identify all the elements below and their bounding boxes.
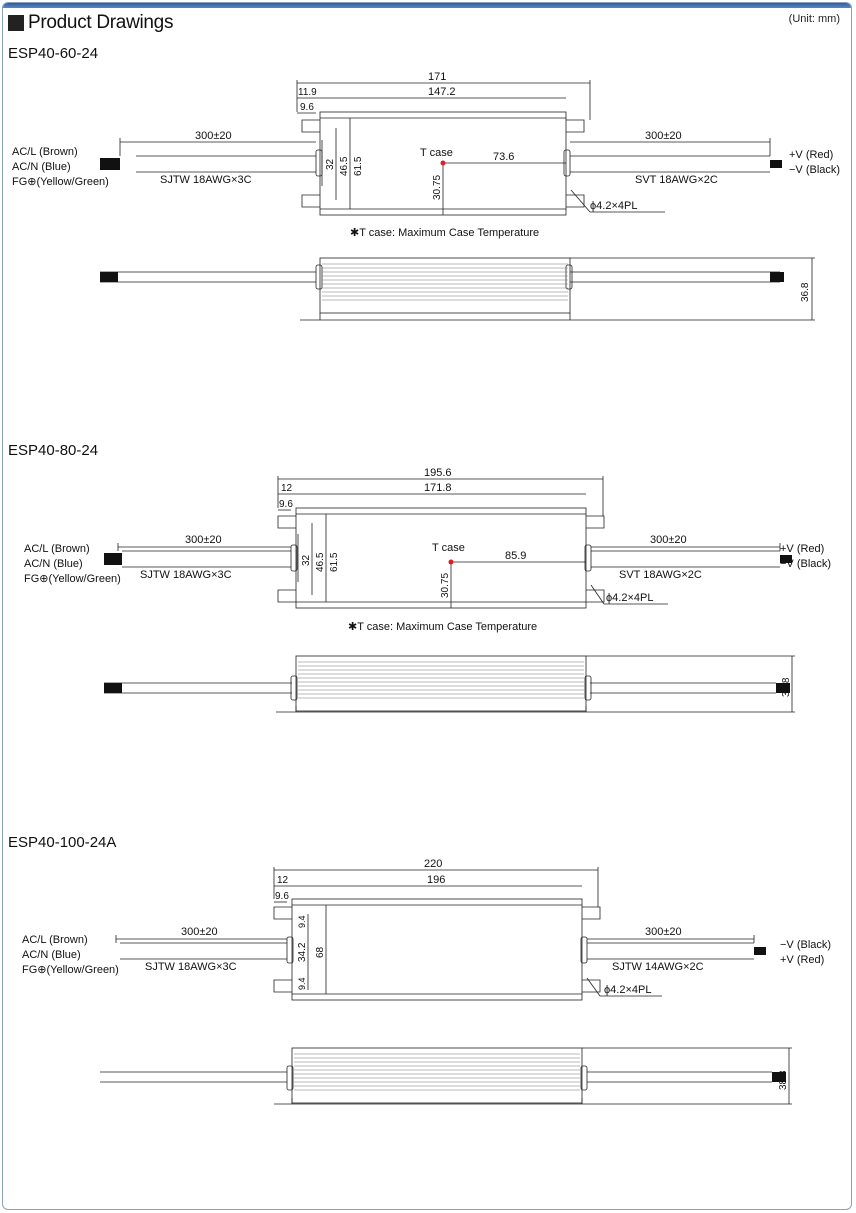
dim-input-length: 300±20: [185, 534, 222, 546]
dim-body-length: 147.2: [428, 86, 456, 98]
dim-height: 38.8: [778, 1070, 789, 1090]
dim-body-length: 196: [427, 874, 446, 886]
dim-flange-offset: 12: [281, 483, 293, 494]
input-wire-1: AC/L (Brown): [24, 543, 90, 555]
dim-overall-length: 195.6: [424, 467, 452, 479]
dim-top: 9.4: [297, 915, 307, 928]
dim-inner: 32: [301, 554, 312, 566]
output-wire-2: −V (Black): [780, 558, 832, 570]
dim-mid: 46.5: [315, 552, 326, 572]
side-view-body: [292, 1048, 582, 1103]
dim-tcase-x: 73.6: [493, 151, 515, 163]
dim-overall-length: 220: [424, 858, 443, 870]
page-title: Product Drawings: [28, 12, 174, 33]
dim-bottom: 9.4: [297, 977, 307, 990]
tcase-label: T case: [432, 542, 465, 554]
output-wire-1: +V (Red): [789, 149, 834, 161]
dim-output-length: 300±20: [645, 130, 682, 142]
dim-body-length: 171.8: [424, 482, 452, 494]
hole-note: ϕ4.2×4PL: [604, 984, 652, 996]
dim-height: 38.8: [781, 677, 792, 697]
output-wire-1: −V (Black): [780, 939, 832, 951]
unit-note: (Unit: mm): [788, 13, 840, 25]
model-title: ESP40-100-24A: [8, 834, 117, 851]
tcase-note: ✱T case: Maximum Case Temperature: [350, 227, 540, 239]
input-cable-spec: SJTW 18AWG×3C: [140, 569, 232, 581]
dim-inner: 34.2: [297, 942, 308, 962]
dim-overall-length: 171: [428, 71, 447, 83]
input-cable-spec: SJTW 18AWG×3C: [160, 174, 252, 186]
input-cable: [120, 943, 287, 959]
output-wire-2: −V (Black): [789, 164, 841, 176]
case-body: [292, 899, 582, 1000]
output-wire-1: +V (Red): [780, 543, 825, 555]
input-wire-2: AC/N (Blue): [24, 558, 83, 570]
dim-flange-offset: 11.9: [298, 87, 317, 98]
dim-output-length: 300±20: [650, 534, 687, 546]
output-wire-2: +V (Red): [780, 954, 825, 966]
dim-height: 36.8: [800, 282, 811, 302]
tcase-label: T case: [420, 147, 453, 159]
input-wire-3: FG⊕(Yellow/Green): [24, 573, 121, 585]
input-wire-2: AC/N (Blue): [12, 161, 71, 173]
hole-note: ϕ4.2×4PL: [590, 200, 638, 212]
input-cable-spec: SJTW 18AWG×3C: [145, 961, 237, 973]
dim-input-length: 300±20: [181, 926, 218, 938]
model-title: ESP40-60-24: [8, 45, 99, 62]
dim-mid: 46.5: [339, 156, 350, 176]
mounting-flange-left: [274, 907, 292, 992]
dim-hole-offset: 9.6: [275, 891, 289, 902]
dim-tcase-y: 30.75: [432, 174, 443, 200]
dim-output-length: 300±20: [645, 926, 682, 938]
dim-tcase-x: 85.9: [505, 550, 527, 562]
dim-hole-offset: 9.6: [300, 102, 314, 113]
output-cable: [587, 943, 754, 959]
dim-hole-offset: 9.6: [279, 499, 293, 510]
mounting-flange-right: [582, 907, 600, 992]
dim-inner: 32: [325, 158, 336, 170]
dim-input-length: 300±20: [195, 130, 232, 142]
dim-outer: 61.5: [329, 552, 340, 572]
output-cable-spec: SVT 18AWG×2C: [619, 569, 702, 581]
dim-flange-offset: 12: [277, 875, 289, 886]
input-wire-1: AC/L (Brown): [12, 146, 78, 158]
input-wire-1: AC/L (Brown): [22, 934, 88, 946]
input-wire-3: FG⊕(Yellow/Green): [22, 964, 119, 976]
output-cable-spec: SJTW 14AWG×2C: [612, 961, 704, 973]
dim-outer: 61.5: [353, 156, 364, 176]
input-wire-2: AC/N (Blue): [22, 949, 81, 961]
dim-tcase-y: 30.75: [440, 572, 451, 598]
input-wire-3: FG⊕(Yellow/Green): [12, 176, 109, 188]
dim-outer: 68: [315, 946, 326, 958]
output-wire-ends: [754, 947, 766, 955]
tcase-note: ✱T case: Maximum Case Temperature: [348, 621, 538, 633]
hole-note: ϕ4.2×4PL: [606, 592, 654, 604]
output-cable-spec: SVT 18AWG×2C: [635, 174, 718, 186]
model-title: ESP40-80-24: [8, 442, 99, 459]
